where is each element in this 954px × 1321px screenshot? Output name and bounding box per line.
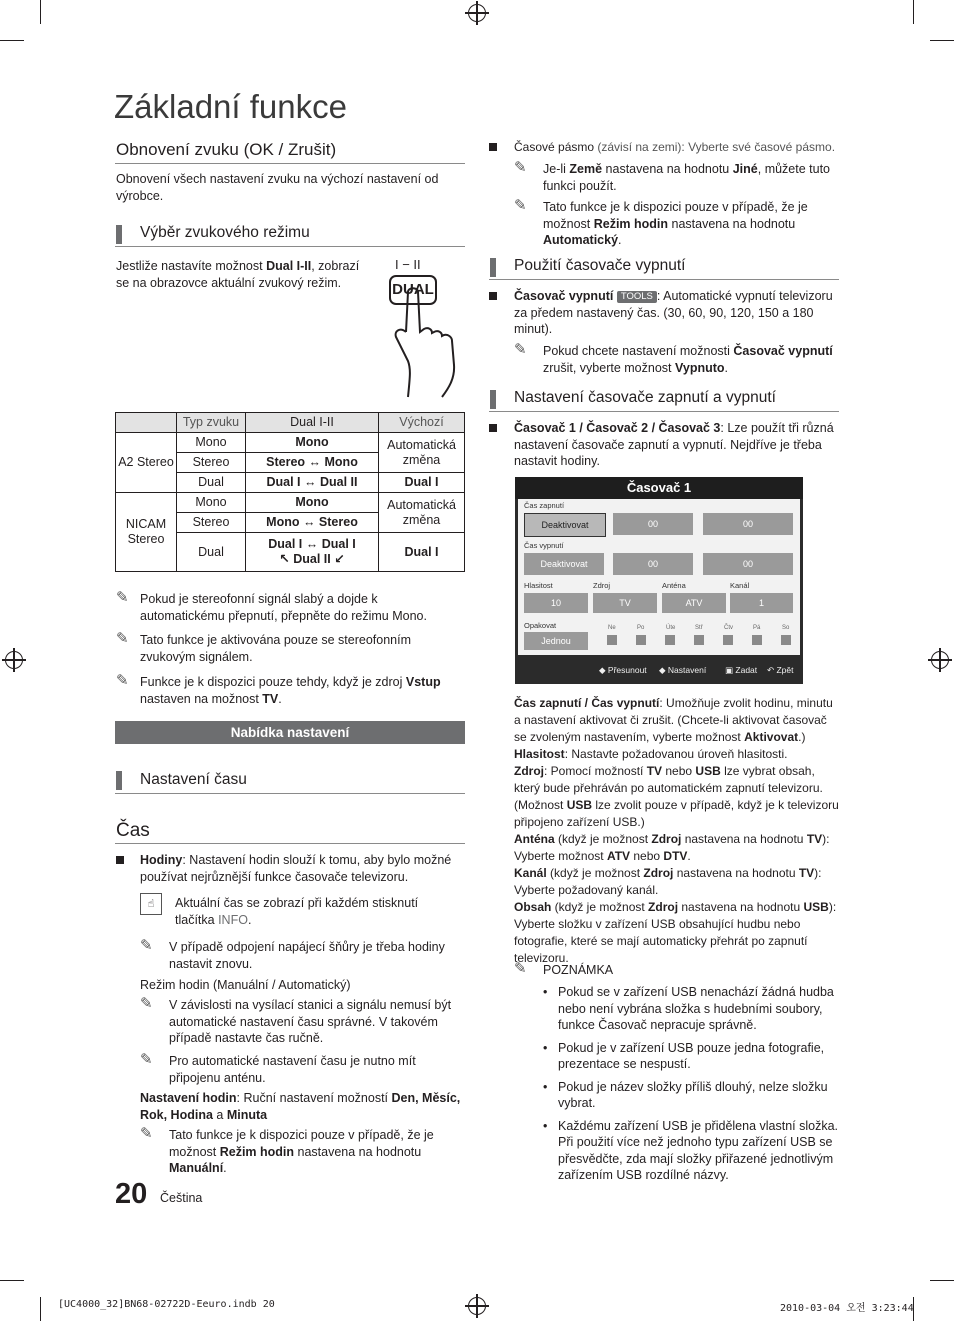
table-cell: Stereo	[177, 453, 246, 473]
desc-hlasitost: Hlasitost: Nastavte požadovanou úroveň hlasitosti.	[514, 747, 788, 761]
section-heading-cas: Čas	[116, 820, 150, 841]
bullet-dot-icon: •	[543, 1079, 548, 1094]
divider	[115, 246, 465, 247]
bullet-dot-icon: •	[543, 985, 548, 999]
table-cell: Mono ↔ Stereo	[246, 513, 379, 533]
osd-day-label: Stř	[695, 625, 703, 631]
osd-title: Časovač 1	[515, 477, 803, 499]
note-text: Funkce je k dispozici pouze tehdy, když je zdroj Vstup nastaven na možnost TV.	[140, 675, 441, 706]
osd-day-label: Po	[637, 625, 645, 631]
osd-day-label: Úte	[666, 625, 676, 631]
divider	[115, 163, 465, 164]
paragraph-casovac-vypnuti: Časovač vypnutí TOOLS : Automatické vypnutí televizoru za předem nastavený čas. (30, 60, 90, 120, 150 a 180 minut).	[514, 289, 833, 336]
table-cell-line: ↖ Dual II ↙	[279, 552, 345, 566]
osd-panel	[518, 499, 800, 655]
osd-nav-back: ↶ Zpět	[767, 665, 794, 675]
subheading-vypnuti: Použití časovače vypnutí	[514, 257, 686, 274]
registration-mark-icon	[931, 651, 949, 669]
registration-mark-icon	[5, 651, 23, 669]
crop-mark	[0, 1280, 24, 1281]
crop-mark	[930, 40, 954, 41]
bullet-square-icon	[489, 292, 497, 300]
crop-mark	[0, 40, 24, 41]
crop-mark	[930, 1280, 954, 1281]
osd-field-repeat[interactable]: Jednou	[524, 632, 588, 650]
menu-banner: Nabídka nastavení	[115, 721, 465, 744]
osd-nav-move: ◆ Přesunout	[599, 665, 647, 675]
note-pencil-icon: ✎	[514, 960, 527, 977]
osd-label: Anténa	[662, 581, 686, 590]
table-cell: Mono	[246, 433, 379, 453]
tools-badge: TOOLS	[617, 291, 657, 303]
table-cell: Dual I	[379, 473, 465, 493]
table-cell: Dual	[177, 473, 246, 493]
note-text: Tato funkce je k dispozici pouze v případě, že je možnost Režim hodin nastavena na hodnotu Automatický.	[543, 200, 808, 247]
osd-field-off-minute[interactable]: 00	[703, 553, 793, 575]
desc-cas: Čas zapnutí / Čas vypnutí: Umožňuje zvolit hodinu, minutu a nastavení aktivovat či zrušit. (Chcete-li aktivovat časovač se zvoleným nastavením, vyberte možnost Aktivovat.)	[514, 696, 833, 744]
divider	[489, 279, 839, 280]
footer-date: 2010-03-04 오전 3:23:44	[780, 1303, 914, 1314]
list-item-text: Pokud je název složky příliš dlouhý, nelze složku vybrat.	[558, 1079, 828, 1110]
note-pencil-icon: ✎	[116, 589, 129, 606]
osd-day-checkbox[interactable]	[752, 635, 762, 645]
list-item	[543, 1118, 841, 1184]
osd-field-off-activate[interactable]: Deaktivovat	[524, 553, 604, 575]
osd-descriptions	[514, 695, 839, 967]
note-text: Tato funkce je aktivována pouze se stereofonním zvukovým signálem.	[140, 633, 411, 664]
table-cell: Automatická změna	[379, 433, 465, 473]
bullet-square-icon	[116, 856, 124, 864]
note-pencil-icon: ✎	[116, 630, 129, 647]
table-header: Dual I-II	[246, 413, 379, 433]
paragraph-nastaveni-hodin: Nastavení hodin: Ruční nastavení možností Den, Měsíc, Rok, Hodina a Minuta	[140, 1091, 461, 1122]
desc-antena: Anténa (když je možnost Zdroj nastavena na hodnotu TV): Vyberte možnost ATV nebo DTV.	[514, 832, 830, 863]
page-language: Čeština	[160, 1191, 203, 1205]
remote-hand-illustration	[386, 257, 466, 402]
bullet-square-icon	[489, 143, 497, 151]
note-text: Pro automatické nastavení času je nutno mít připojenu anténu.	[169, 1054, 416, 1085]
note-text: V případě odpojení napájecí šňůry je třeba hodiny nastavit znovu.	[169, 940, 445, 971]
crop-mark	[40, 0, 41, 24]
osd-day-checkbox[interactable]	[665, 635, 675, 645]
section-heading-obnoveni: Obnovení zvuku (OK / Zrušit)	[116, 140, 337, 159]
table-cell: Mono	[246, 493, 379, 513]
remote-label: I − II	[395, 257, 421, 272]
paragraph-hodiny: Hodiny: Nastavení hodin slouží k tomu, aby bylo možné používat nejrůznější funkce časovače televizoru.	[140, 853, 452, 884]
crop-mark	[913, 0, 914, 24]
registration-mark-icon	[468, 4, 486, 22]
table-cell	[246, 533, 379, 572]
note-bullet-list	[543, 984, 841, 1190]
osd-field-channel[interactable]: 1	[730, 593, 793, 613]
list-item-text: Každému zařízení USB je přidělena vlastní složka. Při použití více než jednoho typu zařízení USB se přesvědčte, zda mají složky přiřazené jednotlivým zařízením USB rozdílné názvy.	[558, 1118, 838, 1182]
crop-mark	[40, 1297, 41, 1321]
osd-field-on-minute[interactable]: 00	[703, 513, 793, 535]
table-cell: Dual	[177, 533, 246, 572]
osd-day-label: Pá	[753, 625, 761, 631]
footer-file: [UC4000_32]BN68-02722D-Eeuro.indb 20	[58, 1299, 275, 1310]
osd-day-label: Ne	[608, 625, 616, 631]
sound-mode-table	[115, 412, 465, 572]
osd-field-antenna[interactable]: ATV	[662, 593, 726, 613]
osd-field-on-activate[interactable]: Deaktivovat	[524, 513, 606, 537]
osd-field-volume[interactable]: 10	[524, 593, 588, 613]
osd-nav-bar	[515, 659, 803, 681]
note-pencil-icon: ✎	[140, 1125, 153, 1142]
table-cell-line: Dual I ↔ Dual I	[268, 537, 356, 551]
paragraph-casovace: Časovač 1 / Časovač 2 / Časovač 3: Lze použít tři různá nastavení časovače zapnutí a vypnutí. Nejdříve je třeba nastavit hodiny.	[514, 421, 834, 468]
desc-kanal: Kanál (když je možnost Zdroj nastavena na hodnotu TV): Vyberte požadovaný kanál.	[514, 866, 822, 897]
heading-bar	[490, 258, 496, 277]
paragraph-vyber: Jestliže nastavíte možnost Dual I-II, zobrazí se na obrazovce aktuální zvukový režim.	[116, 259, 360, 290]
dual-button: DUAL	[389, 275, 437, 305]
osd-day-label: So	[782, 625, 790, 631]
divider	[115, 843, 465, 844]
subheading-zapnuti: Nastavení časovače zapnutí a vypnutí	[514, 389, 776, 406]
subheading-vyber: Výběr zvukového režimu	[140, 224, 310, 241]
osd-day-checkbox[interactable]	[694, 635, 704, 645]
table-header	[116, 413, 177, 433]
divider	[115, 793, 465, 794]
osd-day-checkbox[interactable]	[636, 635, 646, 645]
note-pencil-icon: ✎	[140, 937, 153, 954]
heading-bar	[490, 390, 496, 409]
label-rezim-hodin: Režim hodin (Manuální / Automatický)	[140, 978, 351, 992]
table-cell: Mono	[177, 433, 246, 453]
osd-label: Opakovat	[524, 621, 557, 630]
note-text: Pokud je stereofonní signál slabý a dojde k automatickému přepnutí, přepněte do režimu Mono.	[140, 592, 427, 623]
list-item	[543, 984, 841, 1034]
table-cell: Mono	[177, 493, 246, 513]
osd-field-off-hour[interactable]: 00	[613, 553, 693, 575]
note-text: V závislosti na vysílací stanici a signálu nemusí být automatické nastavení času správné. V takovém případě nastavte čas ručně.	[169, 998, 452, 1045]
paragraph-casove-pasmo: Časové pásmo (závisí na zemi): Vyberte své časové pásmo.	[514, 140, 836, 154]
osd-label: Zdroj	[593, 581, 611, 590]
hand-icon	[386, 257, 466, 402]
note-pencil-icon: ✎	[514, 159, 527, 176]
poznamka-label: POZNÁMKA	[543, 963, 614, 977]
note-pencil-icon: ✎	[140, 1051, 153, 1068]
osd-field-on-hour[interactable]: 00	[613, 513, 693, 535]
heading-bar	[116, 771, 122, 790]
osd-day-checkbox[interactable]	[781, 635, 791, 645]
list-item	[543, 1079, 841, 1112]
osd-label: Čas vypnutí	[524, 541, 564, 550]
bullet-dot-icon: •	[543, 1118, 548, 1133]
table-header: Typ zvuku	[177, 413, 246, 433]
osd-nav-set: ◆ Nastavení	[659, 665, 707, 675]
note-pencil-icon: ✎	[514, 197, 527, 214]
osd-label: Hlasitost	[524, 581, 553, 590]
timer-osd-screen	[515, 477, 803, 684]
registration-mark-icon	[468, 1297, 486, 1315]
table-cell: Dual I	[379, 533, 465, 572]
note-pencil-icon: ✎	[514, 341, 527, 358]
osd-nav-enter: ▣ Zadat	[725, 665, 758, 675]
osd-field-source[interactable]: TV	[593, 593, 657, 613]
list-item-text: Pokud je v zařízení USB pouze jedna fotografie, prezentace se nespustí.	[558, 1040, 825, 1071]
bullet-square-icon	[489, 424, 497, 432]
page-title: Základní funkce	[114, 88, 347, 125]
info-hand-icon: ☝	[140, 893, 162, 915]
table-cell-nicam: NICAM Stereo	[116, 493, 177, 572]
note-text: Aktuální čas se zobrazí při každém stisknutí tlačítka INFO.	[175, 896, 419, 927]
note-text: Pokud chcete nastavení možnosti Časovač vypnutí zrušit, vyberte možnost Vypnuto.	[543, 344, 833, 375]
osd-day-checkbox[interactable]	[607, 635, 617, 645]
note-text: Je-li Země nastavena na hodnotu Jiné, můžete tuto funkci použít.	[543, 162, 831, 193]
table-cell: Stereo ↔ Mono	[246, 453, 379, 473]
table-cell: Dual I ↔ Dual II	[246, 473, 379, 493]
paragraph-obnoveni: Obnovení všech nastavení zvuku na výchozí nastavení od výrobce.	[116, 172, 439, 203]
list-item	[543, 1040, 841, 1073]
note-text: Tato funkce je k dispozici pouze v případě, že je možnost Režim hodin nastavena na hodnotu Manuální.	[169, 1128, 434, 1175]
note-pencil-icon: ✎	[140, 995, 153, 1012]
table-header: Výchozí	[379, 413, 465, 433]
subheading-nastaveni-casu: Nastavení času	[140, 771, 247, 788]
table-cell-a2: A2 Stereo	[116, 433, 177, 493]
table-cell: Stereo	[177, 513, 246, 533]
list-item-text: Pokud se v zařízení USB nenachází žádná hudba nebo není vybrána složka s hudebními soubory, funkce Časovač nepracuje správně.	[558, 985, 834, 1032]
desc-obsah: Obsah (když je možnost Zdroj nastavena na hodnotu USB): Vyberte složku v zařízení USB obsahující hudbu nebo fotografie, které se mají automaticky přehrát po zapnutí televizoru.	[514, 900, 837, 965]
desc-zdroj: Zdroj: Pomocí možností TV nebo USB lze vybrat obsah, který bude přehráván po automatickém zapnutí televizoru. (Možnost USB lze zvolit pouze v případě, když je k televizoru připojeno zařízení USB.)	[514, 764, 839, 829]
osd-label: Kanál	[730, 581, 750, 590]
page-number: 20	[115, 1178, 148, 1210]
osd-day-label: Čtv	[724, 625, 733, 631]
osd-day-checkbox[interactable]	[723, 635, 733, 645]
note-pencil-icon: ✎	[116, 672, 129, 689]
table-cell: Automatická změna	[379, 493, 465, 533]
heading-bar	[116, 225, 122, 244]
osd-label: Čas zapnutí	[524, 501, 565, 510]
bullet-dot-icon: •	[543, 1040, 548, 1055]
divider	[489, 411, 839, 412]
